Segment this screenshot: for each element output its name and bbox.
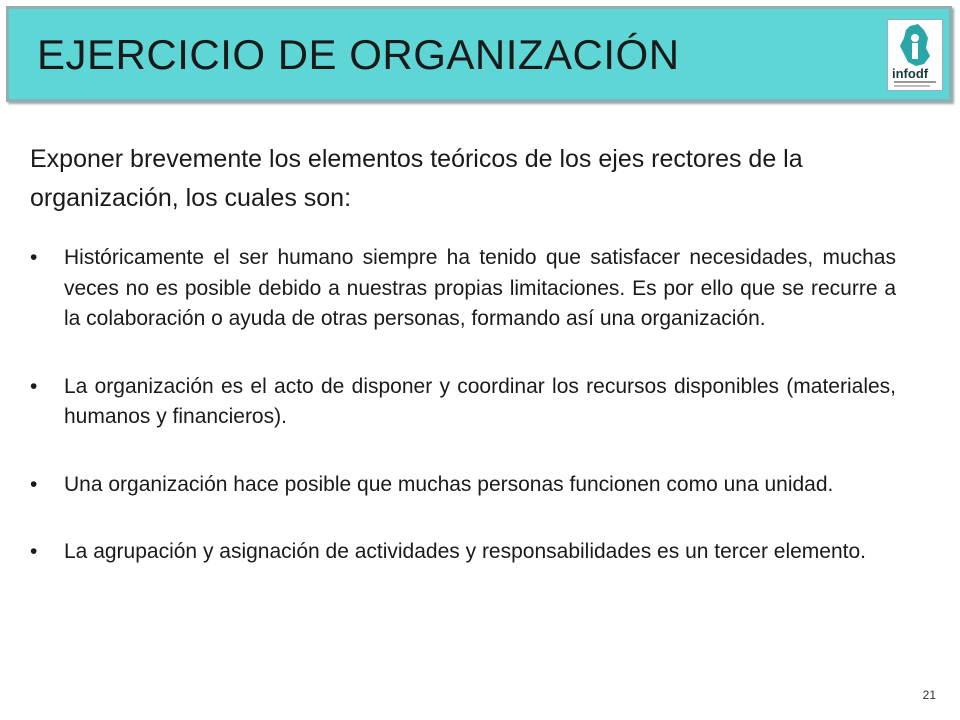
bullet-icon: • (30, 246, 38, 269)
logo-tagline-line-icon (894, 85, 930, 87)
page-number: 21 (922, 688, 936, 702)
title-banner (6, 6, 952, 102)
logo-tagline-line-icon (894, 81, 936, 83)
list-item (30, 372, 896, 433)
bullet-list (30, 243, 896, 605)
slide-title: EJERCICIO DE ORGANIZACIÓN (37, 31, 680, 78)
figure-body-icon (912, 43, 918, 59)
list-item (30, 470, 896, 501)
bullet-icon: • (30, 472, 38, 496)
bullet-text: La organización es el acto de disponer y coordinar los recursos disponibles (materiales, humanos y financieros). (64, 374, 896, 428)
bullet-text: La agrupación y asignación de actividades y responsabilidades es un tercer elemento. (64, 540, 866, 563)
bullet-icon: • (30, 374, 38, 398)
infodf-logo-icon (888, 20, 942, 90)
figure-head-icon (911, 34, 919, 42)
list-item (30, 537, 896, 568)
logo (887, 19, 943, 91)
intro-paragraph: Exponer brevemente los elementos teóricos de los ejes rectores de la organización, los cuales son: (30, 145, 803, 212)
list-item (30, 243, 896, 335)
bullet-icon: • (30, 540, 38, 563)
bullet-text: Una organización hace posible que muchas personas funcionen como una unidad. (64, 472, 834, 496)
logo-text: infodf (892, 66, 929, 81)
bullet-text: Históricamente el ser humano siempre ha tenido que satisfacer necesidades, muchas veces no es posible debido a nuestras propias limitaciones. Es por ello que se recurre a la colaboración o ayuda de otras personas, formando así una organización. (64, 246, 896, 330)
